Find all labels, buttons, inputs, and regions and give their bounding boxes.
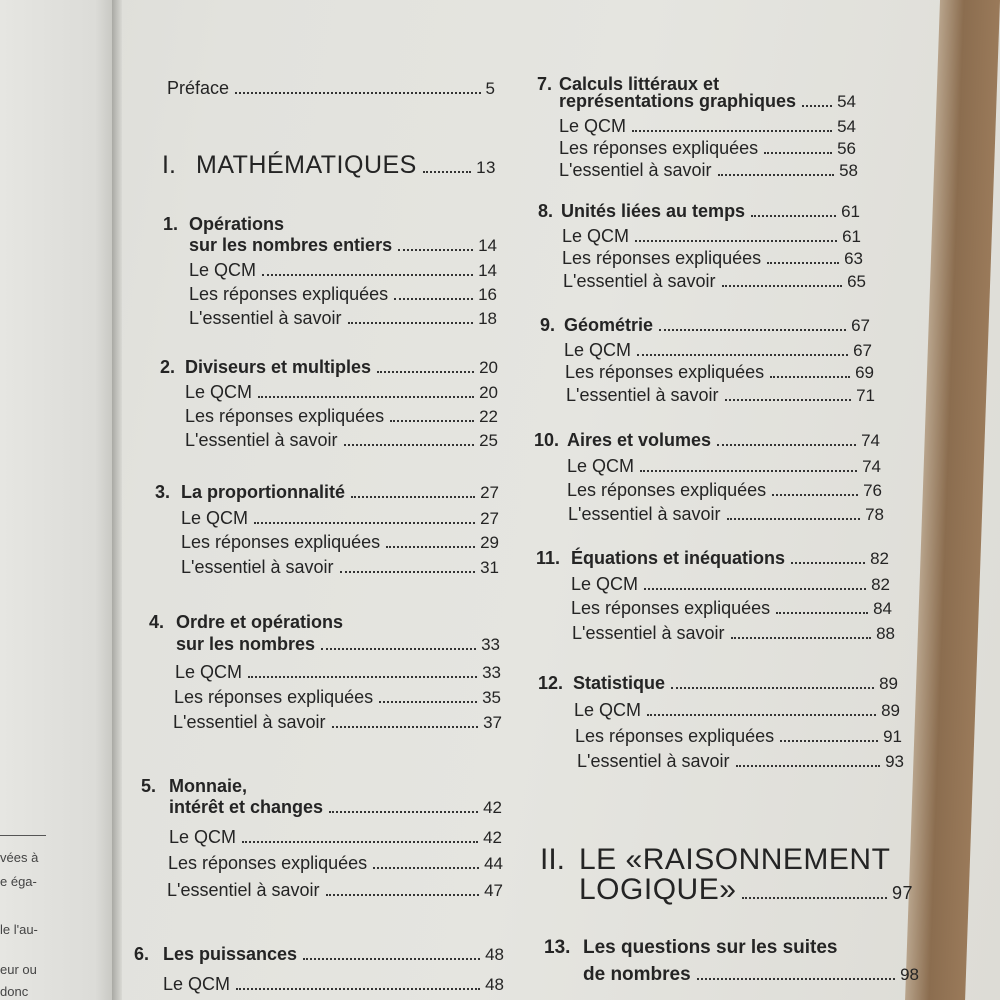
page-number: 56 (837, 139, 856, 158)
entry-label: Les réponses expliquées (562, 248, 762, 268)
entry-label: Les réponses expliquées (168, 853, 368, 873)
leader-dots (722, 285, 843, 287)
entry-label: Les réponses expliquées (575, 726, 775, 746)
page-number: 25 (479, 431, 498, 450)
leader-dots (386, 546, 475, 548)
chapter-title-line1: Monnaie, (169, 776, 248, 796)
page-number: 16 (478, 285, 497, 304)
entry-label: Le QCM (567, 456, 635, 476)
leader-dots (725, 399, 852, 401)
leader-dots (248, 676, 477, 678)
leader-dots (736, 765, 881, 767)
entry-label: L'essentiel à savoir (572, 623, 725, 643)
part-title-line2: LOGIQUE» (579, 873, 737, 906)
chapter-number: 2. (160, 357, 176, 377)
leader-dots (647, 714, 876, 716)
page-number: 22 (479, 407, 498, 426)
entry-label: Le QCM (169, 827, 237, 847)
chapter-number: 9. (540, 315, 556, 335)
chapter-title: La proportionnalité (181, 482, 345, 502)
leader-dots (344, 444, 475, 446)
leader-dots (791, 562, 865, 564)
chapter-number: 3. (155, 482, 171, 502)
leader-dots (398, 249, 473, 251)
page-number: 54 (837, 92, 856, 111)
leader-dots (780, 740, 878, 742)
toc-subentry-qcm (175, 662, 501, 683)
chapter-title: Unités liées au temps (561, 201, 746, 221)
toc-subentry-qcm (574, 700, 900, 721)
leader-dots (767, 262, 839, 264)
toc-chapter-6 (163, 944, 504, 965)
chapter-title-line2: sur les nombres (176, 634, 316, 654)
chapter-number: 10. (534, 430, 560, 450)
entry-label: Le QCM (574, 700, 642, 720)
chapter-title: Équations et inéquations (571, 548, 786, 568)
page-number: 27 (480, 483, 499, 502)
chapter-title: Aires et volumes (567, 430, 712, 450)
toc-subentry-reponses (181, 532, 499, 553)
leader-dots (254, 522, 475, 524)
page-number: 78 (865, 505, 884, 524)
toc-chapter-4 (176, 634, 500, 655)
page-number: 29 (480, 533, 499, 552)
toc-subentry-reponses (565, 362, 874, 383)
toc-subentry-qcm (559, 116, 856, 137)
leader-dots (379, 701, 477, 703)
page-number: 13 (476, 158, 496, 177)
entry-label: Les réponses expliquées (571, 598, 771, 618)
chapter-title: Statistique (573, 673, 666, 693)
leader-dots (373, 867, 479, 869)
part-number: II. (540, 843, 566, 876)
page-number: 5 (485, 79, 495, 98)
page-number: 91 (883, 727, 902, 746)
page-number: 88 (876, 624, 895, 643)
toc-subentry-reponses (185, 406, 498, 427)
chapter-title-line2: intérêt et changes (169, 797, 324, 817)
entry-label: Les réponses expliquées (185, 406, 385, 426)
entry-label: Les réponses expliquées (181, 532, 381, 552)
page-number: 48 (485, 975, 504, 994)
leader-dots (390, 420, 474, 422)
toc-chapter-11 (571, 548, 889, 569)
toc-subentry-qcm (564, 340, 872, 361)
toc-subentry-essentiel (185, 430, 498, 451)
part-number: I. (162, 151, 176, 179)
leader-dots (351, 496, 475, 498)
leader-dots (235, 92, 480, 94)
toc-part-1 (196, 151, 496, 180)
toc-subentry-qcm (163, 974, 504, 995)
page-number: 31 (480, 558, 499, 577)
page-number: 44 (484, 854, 503, 873)
page-number: 84 (873, 599, 892, 618)
page-number: 82 (870, 549, 889, 568)
chapter-number: 4. (149, 612, 165, 632)
entry-label: L'essentiel à savoir (559, 160, 712, 180)
chapter-title: Les puissances (163, 944, 298, 964)
page-number: 47 (484, 881, 503, 900)
toc-subentry-essentiel (189, 308, 497, 329)
page-number: 61 (842, 227, 861, 246)
chapter-title: Diviseurs et multiples (185, 357, 372, 377)
leader-dots (659, 329, 846, 331)
entry-label: Le QCM (564, 340, 632, 360)
chapter-number: 8. (538, 201, 554, 221)
toc-subentry-reponses (174, 687, 501, 708)
page-number: 89 (879, 674, 898, 693)
page-number: 71 (856, 386, 875, 405)
chapter-title-line2: représentations graphiques (559, 91, 797, 111)
chapter-number: 12. (538, 673, 564, 693)
leader-dots (764, 152, 832, 154)
toc-subentry-essentiel (173, 712, 502, 733)
prev-page-fragment: donc (0, 984, 29, 999)
toc-subentry-essentiel (572, 623, 895, 644)
chapter-number: 1. (163, 214, 179, 234)
page-number: 18 (478, 309, 497, 328)
leader-dots (671, 687, 874, 689)
toc-subentry-reponses (571, 598, 892, 619)
toc-subentry-qcm (571, 574, 890, 595)
toc-subentry-essentiel (559, 160, 858, 181)
prev-page-fragment: eur ou (0, 962, 37, 977)
leader-dots (303, 958, 480, 960)
entry-label: Les réponses expliquées (174, 687, 374, 707)
entry-label: L'essentiel à savoir (185, 430, 338, 450)
page-number: 63 (844, 249, 863, 268)
leader-dots (332, 726, 479, 728)
page-number: 67 (851, 316, 870, 335)
leader-dots (717, 444, 856, 446)
entry-label: Les réponses expliquées (565, 362, 765, 382)
leader-dots (258, 396, 474, 398)
leader-dots (731, 637, 872, 639)
toc-subentry-qcm (189, 260, 497, 281)
leader-dots (718, 174, 835, 176)
footnote-rule (0, 835, 46, 836)
leader-dots (348, 322, 474, 324)
page-number: 67 (853, 341, 872, 360)
toc-part-2 (579, 873, 913, 907)
toc-chapter-3 (181, 482, 499, 503)
entry-label: Les réponses expliquées (567, 480, 767, 500)
leader-dots (377, 371, 474, 373)
entry-label: Le QCM (559, 116, 627, 136)
page-number: 58 (839, 161, 858, 180)
page-number: 89 (881, 701, 900, 720)
leader-dots (751, 215, 836, 217)
leader-dots (242, 841, 478, 843)
chapter-title-line2: de nombres (583, 964, 691, 985)
page-number: 37 (483, 713, 502, 732)
leader-dots (776, 612, 868, 614)
entry-label: Le QCM (571, 574, 639, 594)
entry-label: Les réponses expliquées (189, 284, 389, 304)
chapter-title-line1: Opérations (189, 214, 285, 234)
page-number: 97 (891, 883, 913, 903)
page-number: 35 (482, 688, 501, 707)
leader-dots (236, 988, 480, 990)
entry-label: Le QCM (562, 226, 630, 246)
toc-subentry-qcm (181, 508, 499, 529)
leader-dots (770, 376, 850, 378)
page-number: 42 (483, 828, 502, 847)
chapter-number: 7. (537, 74, 553, 94)
page-number: 14 (478, 236, 497, 255)
leader-dots (637, 354, 848, 356)
chapter-title-line1: Calculs littéraux et (559, 74, 720, 94)
part-title: MATHÉMATIQUES (196, 151, 417, 179)
chapter-title-line1: Les questions sur les suites (583, 937, 838, 958)
toc-chapter-13 (583, 964, 919, 986)
toc-entry-preface (167, 78, 495, 99)
chapter-number: 13. (544, 937, 571, 958)
toc-subentry-reponses (575, 726, 902, 747)
book-spine (112, 0, 122, 1000)
page-number: 42 (483, 798, 502, 817)
chapter-title-line2: sur les nombres entiers (189, 235, 393, 255)
page-number: 74 (862, 457, 881, 476)
page-number: 27 (480, 509, 499, 528)
entry-label: Le QCM (175, 662, 243, 682)
chapter-number: 11. (536, 548, 561, 568)
entry-label: L'essentiel à savoir (181, 557, 334, 577)
page-number: 20 (479, 358, 498, 377)
leader-dots (697, 978, 895, 980)
toc-subentry-reponses (168, 853, 503, 874)
leader-dots (640, 470, 857, 472)
toc-subentry-reponses (562, 248, 863, 269)
toc-subentry-essentiel (566, 385, 875, 406)
toc-subentry-qcm (169, 827, 502, 848)
entry-label: L'essentiel à savoir (189, 308, 342, 328)
toc-subentry-essentiel (568, 504, 884, 525)
chapter-title: Géométrie (564, 315, 654, 335)
toc-chapter-1 (189, 235, 497, 256)
leader-dots (635, 240, 837, 242)
page-number: 20 (479, 383, 498, 402)
toc-subentry-reponses (559, 138, 856, 159)
toc-subentry-essentiel (577, 751, 904, 772)
toc-subentry-essentiel (181, 557, 499, 578)
toc-chapter-8 (561, 201, 860, 222)
entry-label: Préface (167, 78, 230, 98)
page-number: 82 (871, 575, 890, 594)
entry-label: Le QCM (181, 508, 249, 528)
page-number: 98 (900, 965, 919, 984)
previous-page-edge (0, 0, 112, 1000)
leader-dots (644, 588, 866, 590)
entry-label: Le QCM (163, 974, 231, 994)
leader-dots (423, 171, 471, 173)
leader-dots (326, 894, 480, 896)
leader-dots (340, 571, 476, 573)
page-number: 65 (847, 272, 866, 291)
leader-dots (772, 494, 858, 496)
chapter-number: 6. (134, 944, 150, 964)
entry-label: L'essentiel à savoir (563, 271, 716, 291)
part-title-line1: LE «RAISONNEMENT (579, 843, 891, 876)
toc-chapter-2 (185, 357, 498, 378)
leader-dots (394, 298, 473, 300)
prev-page-fragment: vées à (0, 850, 39, 865)
toc-subentry-essentiel (167, 880, 503, 901)
entry-label: Le QCM (189, 260, 257, 280)
page-number: 54 (837, 117, 856, 136)
toc-chapter-12 (573, 673, 898, 694)
entry-label: L'essentiel à savoir (173, 712, 326, 732)
leader-dots (329, 811, 478, 813)
entry-label: Le QCM (185, 382, 253, 402)
toc-subentry-qcm (567, 456, 881, 477)
toc-chapter-7 (559, 91, 856, 112)
chapter-title-line1: Ordre et opérations (176, 612, 344, 632)
toc-subentry-qcm (185, 382, 498, 403)
page-number: 33 (482, 663, 501, 682)
page-number: 74 (861, 431, 880, 450)
page-number: 48 (485, 945, 504, 964)
page-number: 93 (885, 752, 904, 771)
page-number: 33 (481, 635, 500, 654)
page-number: 14 (478, 261, 497, 280)
page-number: 69 (855, 363, 874, 382)
entry-label: L'essentiel à savoir (568, 504, 721, 524)
toc-subentry-qcm (562, 226, 861, 247)
prev-page-fragment: le l'au- (0, 922, 38, 937)
leader-dots (321, 648, 476, 650)
entry-label: L'essentiel à savoir (167, 880, 320, 900)
leader-dots (742, 897, 887, 899)
page-number: 76 (863, 481, 882, 500)
prev-page-fragment: e éga- (0, 874, 37, 889)
chapter-number: 5. (141, 776, 157, 796)
toc-subentry-essentiel (563, 271, 866, 292)
entry-label: Les réponses expliquées (559, 138, 759, 158)
toc-chapter-5 (169, 797, 502, 818)
entry-label: L'essentiel à savoir (577, 751, 730, 771)
page-number: 61 (841, 202, 860, 221)
leader-dots (727, 518, 861, 520)
leader-dots (632, 130, 832, 132)
toc-subentry-reponses (567, 480, 882, 501)
toc-chapter-10 (567, 430, 880, 451)
entry-label: L'essentiel à savoir (566, 385, 719, 405)
leader-dots (262, 274, 473, 276)
leader-dots (802, 105, 832, 107)
wooden-table-edge (905, 0, 1000, 1000)
toc-subentry-reponses (189, 284, 497, 305)
toc-chapter-9 (564, 315, 870, 336)
